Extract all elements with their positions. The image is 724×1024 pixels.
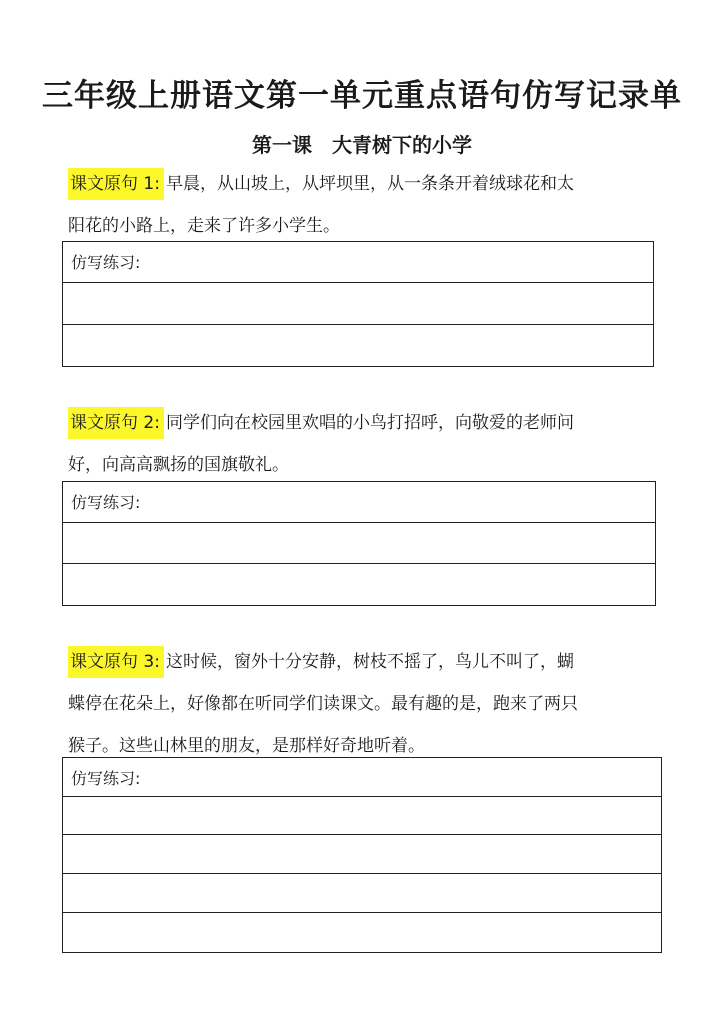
practice-answer-line[interactable] bbox=[63, 283, 653, 325]
practice-answer-line[interactable] bbox=[63, 835, 661, 874]
sentence-text-line: 这时候，窗外十分安静，树枝不摇了，鸟儿不叫了，蝴 bbox=[165, 652, 574, 672]
practice-table-2 bbox=[62, 481, 656, 606]
practice-answer-line[interactable] bbox=[63, 564, 655, 605]
sentence-text-line: 好，向高高飘扬的国旗敬礼。 bbox=[68, 455, 289, 475]
practice-answer-line[interactable] bbox=[63, 523, 655, 564]
original-sentence-1 bbox=[68, 163, 664, 247]
sentence-text-line: 蝶停在花朵上，好像都在听同学们读课文。最有趣的是，跑来了两只 bbox=[68, 694, 578, 714]
sentence-text-line: 同学们向在校园里欢唱的小鸟打招呼，向敬爱的老师问 bbox=[165, 413, 574, 433]
sentence-text-line: 早晨，从山坡上，从坪坝里，从一条条开着绒球花和太 bbox=[165, 174, 574, 194]
sentence-text-line: 猴子。这些山林里的朋友，是那样好奇地听着。 bbox=[68, 736, 425, 756]
lesson-subtitle: 第一课 大青树下的小学 bbox=[252, 133, 472, 157]
original-sentence-3 bbox=[68, 641, 668, 767]
practice-label-1: 仿写练习: bbox=[63, 242, 653, 283]
practice-answer-line[interactable] bbox=[63, 874, 661, 913]
sentence-label-1: 课文原句 1: bbox=[68, 168, 164, 200]
sentence-text-line: 阳花的小路上，走来了许多小学生。 bbox=[68, 216, 340, 236]
practice-label-3: 仿写练习: bbox=[63, 758, 661, 797]
practice-answer-line[interactable] bbox=[63, 797, 661, 835]
practice-table-1 bbox=[62, 241, 654, 367]
practice-answer-line[interactable] bbox=[63, 325, 653, 366]
practice-table-3 bbox=[62, 757, 662, 953]
practice-label-2: 仿写练习: bbox=[63, 482, 655, 523]
document-title: 三年级上册语文第一单元重点语句仿写记录单 bbox=[42, 78, 682, 114]
sentence-label-3: 课文原句 3: bbox=[68, 646, 164, 678]
original-sentence-2 bbox=[68, 402, 664, 486]
practice-answer-line[interactable] bbox=[63, 913, 661, 952]
sentence-label-2: 课文原句 2: bbox=[68, 407, 164, 439]
